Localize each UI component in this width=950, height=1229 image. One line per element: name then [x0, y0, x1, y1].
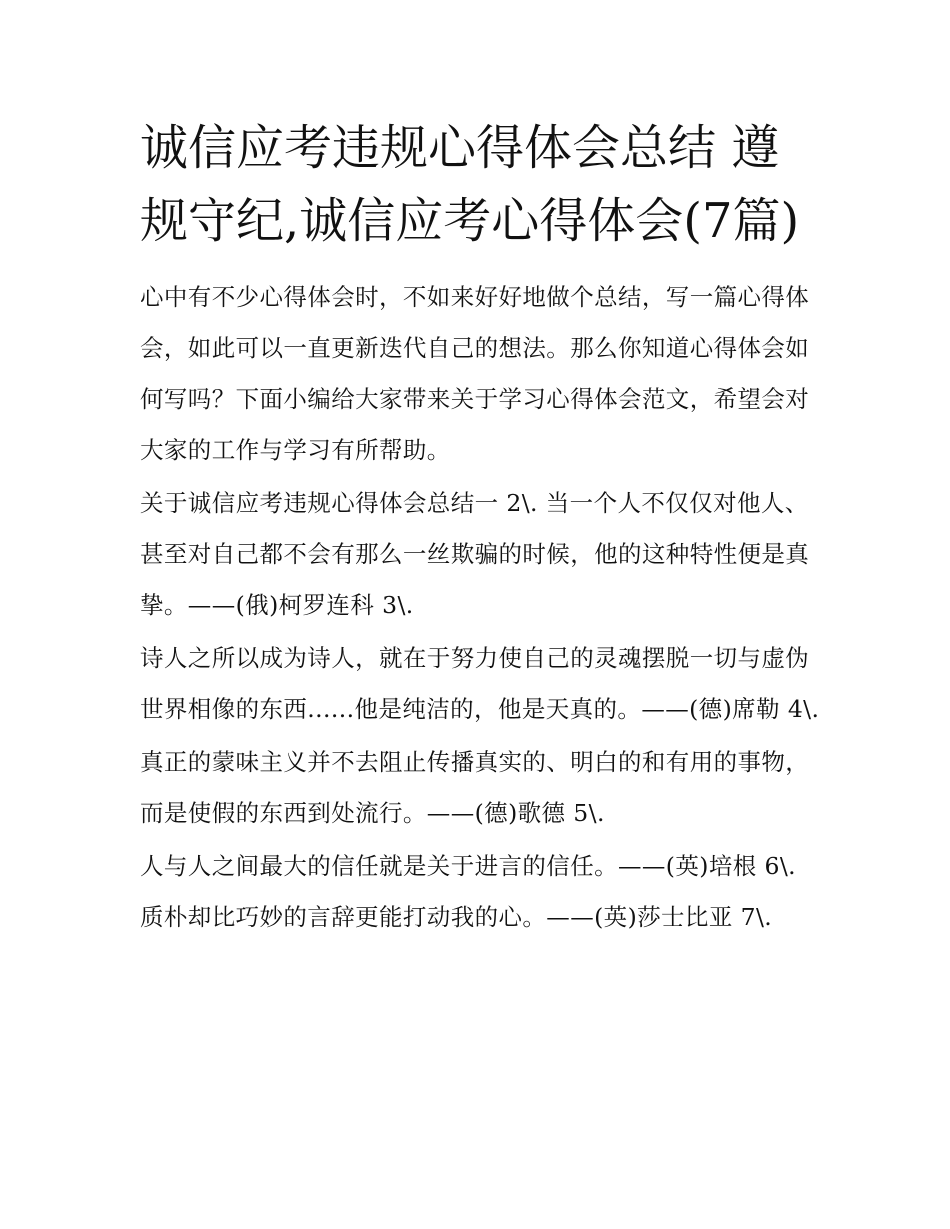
intro-paragraph: 心中有不少心得体会时，不如来好好地做个总结，写一篇心得体会，如此可以一直更新迭代自己的想法。那么你知道心得体会如何写吗？下面小编给大家带来关于学习心得体会范文，希望会对大家的工作与学习有所帮助。 — [140, 283, 810, 464]
document-page — [140, 112, 820, 945]
quote-paragraph-3: 真正的蒙味主义并不去阻止传播真实的、明白的和有用的事物，而是使假的东西到处流行。——(德)歌德 5\. — [140, 748, 810, 827]
quote-paragraph-1: 关于诚信应考违规心得体会总结一 2\. 当一个人不仅仅对他人、甚至对自己都不会有那么一丝欺骗的时候，他的这种特性便是真挚。——(俄)柯罗连科 3\. — [140, 489, 810, 619]
quote-paragraph-2: 诗人之所以成为诗人，就在于努力使自己的灵魂摆脱一切与虚伪世界相像的东西......他是纯洁的，他是天真的。——(德)席勒 4\. — [140, 644, 820, 723]
quote-paragraph-4: 人与人之间最大的信任就是关于进言的信任。——(英)培根 6\. 质朴却比巧妙的言辞更能打动我的心。——(英)莎士比亚 7\. — [140, 852, 797, 931]
document-title: 诚信应考违规心得体会总结 遵规守纪,诚信应考心得体会(7篇) — [140, 120, 800, 249]
